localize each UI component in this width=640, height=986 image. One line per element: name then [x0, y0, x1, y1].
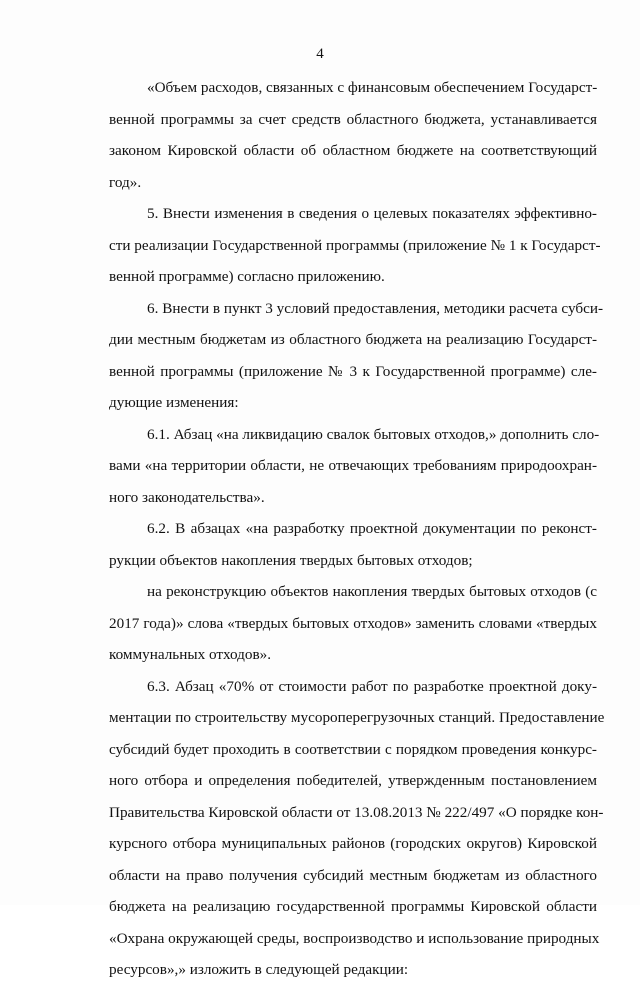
text-line: законом Кировской области об областном бюджете на соответствующий — [109, 142, 597, 159]
text-line: дующие изменения: — [109, 394, 239, 411]
text-line: 6.1. Абзац «на ликвидацию свалок бытовых отходов,» дополнить сло- — [147, 425, 600, 443]
text-line: дии местным бюджетам из областного бюджета на реализацию Государст- — [109, 331, 597, 348]
text-line: венной программы за счет средств областного бюджета, устанавливается — [109, 110, 597, 128]
text-line: венной программы (приложение № 3 к Государственной программе) сле- — [109, 362, 597, 380]
text-line: ного законодательства». — [109, 488, 265, 506]
text-line: 2017 года)» слова «твердых бытовых отходов» заменить словами «твердых — [109, 614, 597, 632]
text-line: «Охрана окружающей среды, воспроизводство и использование природных — [109, 929, 600, 947]
text-line: ментации по строительству мусороперегрузочных станций. Предоставление — [109, 709, 605, 726]
text-line: на реконструкцию объектов накопления твердых бытовых отходов (с — [147, 583, 597, 600]
text-line: 5. Внести изменения в сведения о целевых показателях эффективно- — [147, 205, 597, 222]
text-line: коммунальных отходов». — [109, 646, 272, 663]
text-line: Правительства Кировской области от 13.08.2013 № 222/497 «О порядке кон- — [109, 803, 604, 821]
text-line: вами «на территории области, не отвечающих требованиям природоохран- — [109, 457, 597, 474]
text-line: «Объем расходов, связанных с финансовым обеспечением Государст- — [147, 79, 598, 96]
text-line: ного отбора и определения победителей, утвержденным постановлением — [109, 772, 597, 789]
text-line: ресурсов»,» изложить в следующей редакции: — [109, 961, 409, 978]
page-number: 4 — [316, 46, 324, 62]
text-line: 6. Внести в пункт 3 условий предоставления, методики расчета субси- — [147, 299, 604, 317]
text-line: субсидий будет проходить в соответствии с порядком проведения конкурс- — [109, 740, 597, 758]
text-line: венной программе) согласно приложению. — [109, 268, 385, 285]
text-line: рукции объектов накопления твердых бытовых отходов; — [109, 551, 473, 569]
text-line: курсного отбора муниципальных районов (городских округов) Кировской — [109, 835, 597, 852]
text-line: области на право получения субсидий местным бюджетам из областного — [109, 866, 597, 884]
text-line: 6.2. В абзацах «на разработку проектной документации по реконст- — [147, 520, 597, 537]
text-line: 6.3. Абзац «70% от стоимости работ по разработке проектной доку- — [147, 677, 597, 695]
text-line: год». — [109, 173, 142, 191]
text-line: сти реализации Государственной программы (приложение № 1 к Государст- — [109, 236, 601, 254]
body-text — [109, 72, 605, 986]
text-line: бюджета на реализацию государственной программы Кировской области — [109, 898, 597, 915]
